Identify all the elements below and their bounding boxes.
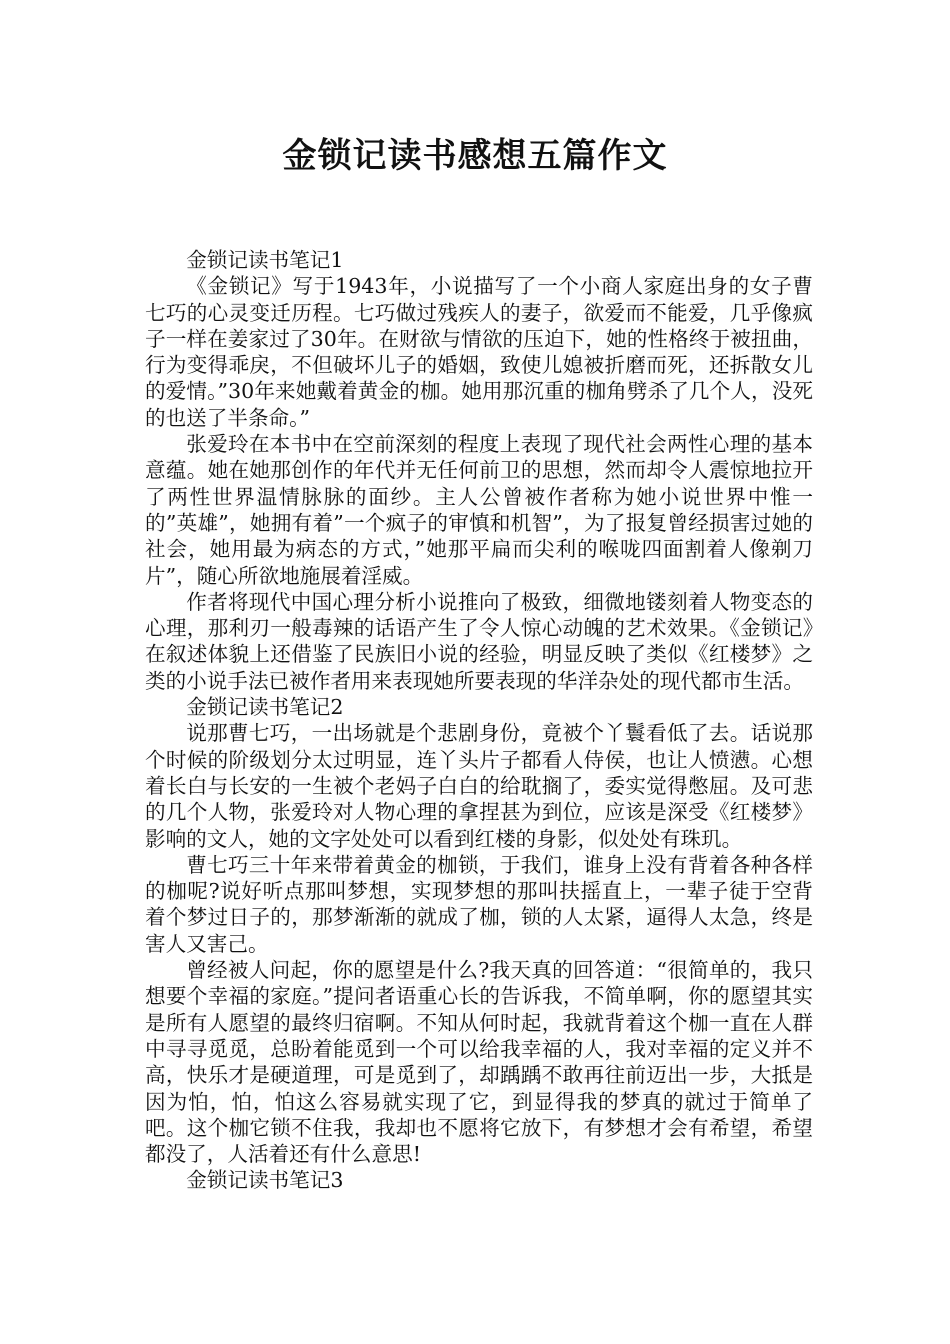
document-body <box>145 247 813 1194</box>
paragraph: 张爱玲在本书中在空前深刻的程度上表现了现代社会两性心理的基本意蕴。她在她那创作的年代并无任何前卫的思想，然而却令人震惊地拉开了两性世界温情脉脉的面纱。主人公曾被作者称为她小说世界中惟一的”英雄”，她拥有着”一个疯子的审慎和机智”，为了报复曾经损害过她的社会，她用最为病态的方式，”她那平扁而尖利的喉咙四面割着人像剃刀片”，随心所欲地施展着淫威。 <box>145 432 813 588</box>
document-title: 金锁记读书感想五篇作文 <box>282 136 668 176</box>
paragraph: 曾经被人问起，你的愿望是什么?我天真的回答道：“很简单的，我只想要个幸福的家庭。”提问者语重心长的告诉我，不简单啊，你的愿望其实是所有人愿望的最终归宿啊。不知从何时起，我就背着这个枷一直在人群中寻寻觅觅，总盼着能觅到一个可以给我幸福的人，我对幸福的定义并不高，快乐才是硬道理，可是觅到了，却踽踽不敢再往前迈出一步，大抵是因为怕，怕，怕这么容易就实现了它，到显得我的梦真的就过于简单了吧。这个枷它锁不住我，我却也不愿将它放下，有梦想才会有希望，希望都没了，人活着还有什么意思! <box>145 958 813 1167</box>
section-heading-note-2: 金锁记读书笔记2 <box>186 695 344 720</box>
paragraph: 说那曹七巧，一出场就是个悲剧身份，竟被个丫鬟看低了去。话说那个时候的阶级划分太过明显，连丫头片子都看人侍侯，也让人愤懑。心想着长白与长安的一生被个老妈子白白的给耽搁了，委实觉得憋屈。及可悲的几个人物，张爱玲对人物心理的拿捏甚为到位，应该是深受《红楼梦》影响的文人，她的文字处处可以看到红楼的身影，似处处有珠玑。 <box>145 721 813 851</box>
paragraph: 作者将现代中国心理分析小说推向了极致，细微地镂刻着人物变态的心理，那利刃一般毒辣的话语产生了令人惊心动魄的艺术效果。《金锁记》在叙述体貌上还借鉴了民族旧小说的经验，明显反映了类似《红楼梦》之类的小说手法已被作者用来表现她所要表现的华洋杂处的现代都市生活。 <box>145 589 813 693</box>
paragraph: 曹七巧三十年来带着黄金的枷锁，于我们，谁身上没有背着各种各样的枷呢?说好听点那叫梦想，实现梦想的那叫扶摇直上，一辈子徒于空背着个梦过日子的，那梦渐渐的就成了枷，锁的人太紧，逼得人太急，终是害人又害己。 <box>145 852 813 956</box>
paragraph: 《金锁记》写于1943年，小说描写了一个小商人家庭出身的女子曹七巧的心灵变迁历程。七巧做过残疾人的妻子，欲爱而不能爱，几乎像疯子一样在姜家过了30年。在财欲与情欲的压迫下，她的性格终于被扭曲，行为变得乖戾，不但破坏儿子的婚姻，致使儿媳被折磨而死，还拆散女儿的爱情。”30年来她戴着黄金的枷。她用那沉重的枷角劈杀了几个人，没死的也送了半条命。” <box>145 274 813 430</box>
section-heading-note-1: 金锁记读书笔记1 <box>186 248 344 272</box>
section-heading-note-3: 金锁记读书笔记3 <box>186 1168 344 1193</box>
